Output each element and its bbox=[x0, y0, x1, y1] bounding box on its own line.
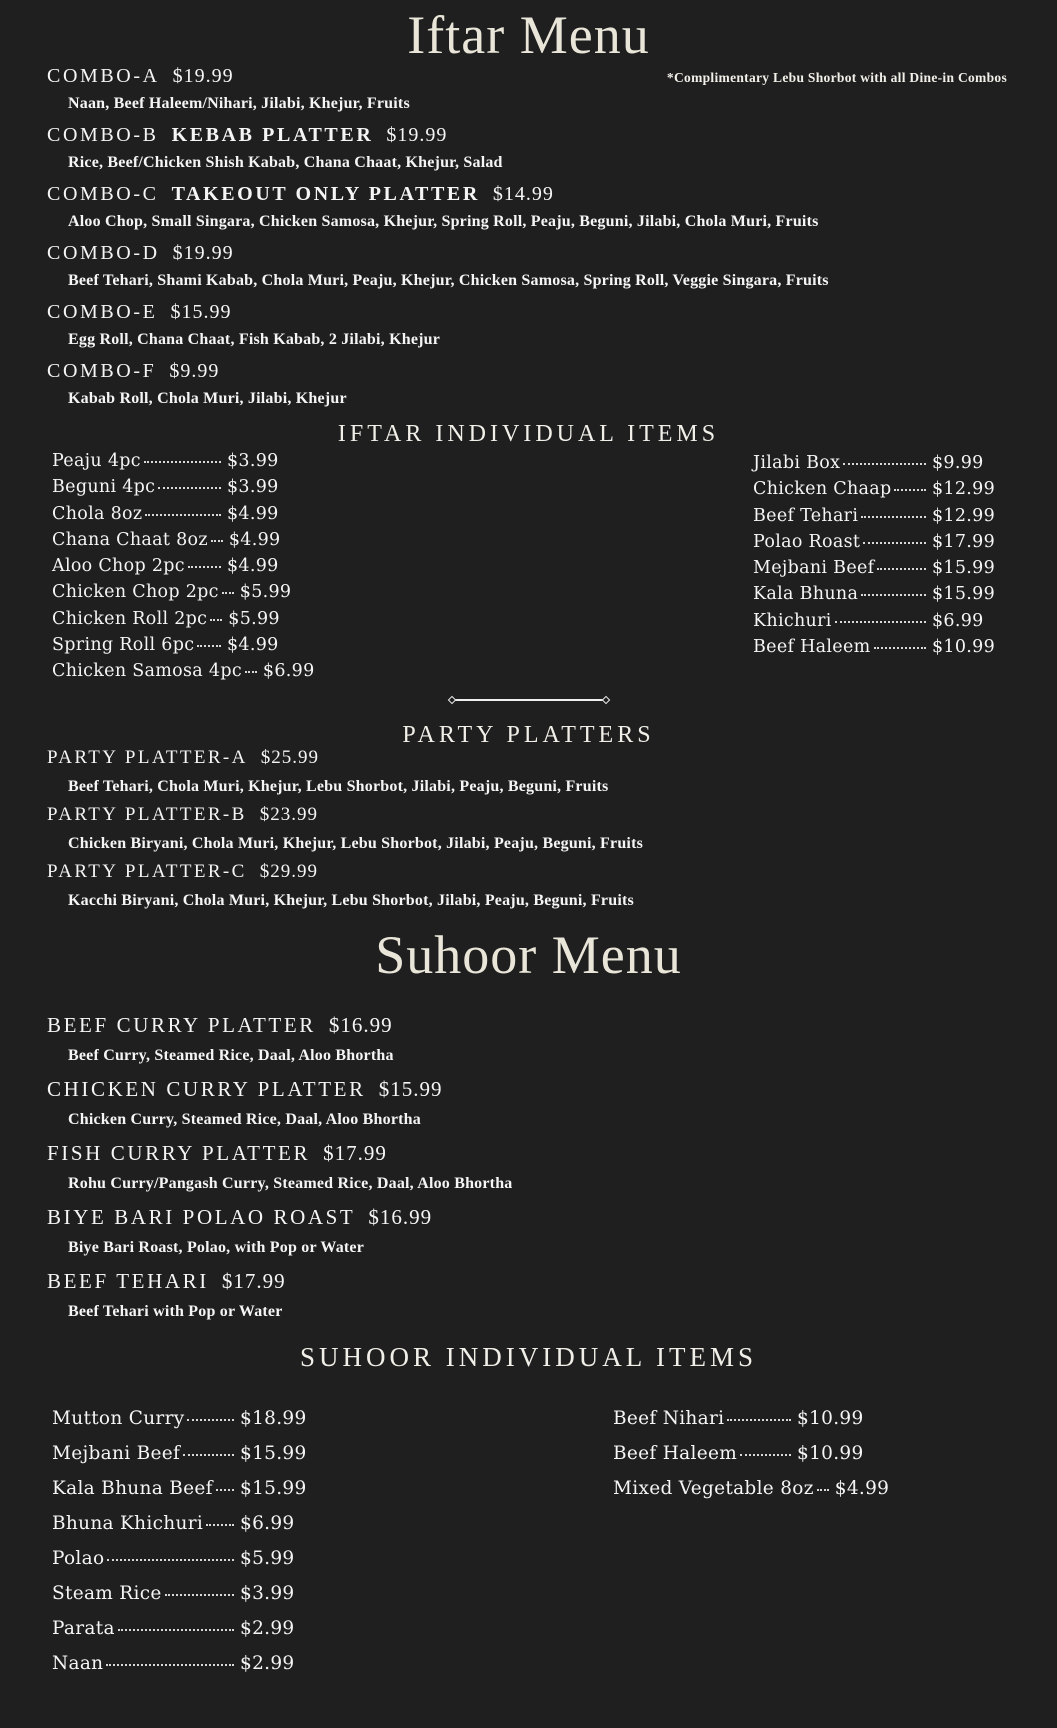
platter-description: Chicken Curry, Steamed Rice, Daal, Aloo Bhortha bbox=[68, 1111, 421, 1128]
item-name: Polao Roast bbox=[753, 531, 861, 552]
item-price: $17.99 bbox=[932, 531, 996, 552]
combo-price: $19.99 bbox=[172, 65, 234, 87]
dotted-leader bbox=[144, 461, 221, 463]
menu-item-row bbox=[52, 1653, 302, 1688]
item-price: $5.99 bbox=[240, 1548, 295, 1569]
menu-item-row bbox=[52, 504, 289, 530]
dotted-leader bbox=[118, 1629, 234, 1631]
menu-item-row bbox=[613, 1443, 864, 1478]
combo-item bbox=[47, 358, 1027, 417]
item-price: $6.99 bbox=[932, 610, 984, 631]
combo-heading bbox=[47, 63, 1027, 89]
dotted-leader bbox=[727, 1419, 791, 1421]
dotted-leader bbox=[197, 645, 221, 647]
combo-label: COMBO-C bbox=[47, 183, 159, 205]
item-name: Beef Haleem bbox=[753, 637, 871, 658]
platter-label: BEEF CURRY PLATTER bbox=[47, 1013, 316, 1037]
suhoor-menu-title: Suhoor Menu bbox=[375, 925, 682, 985]
item-price: $5.99 bbox=[239, 582, 292, 603]
platter-price: $23.99 bbox=[259, 804, 318, 825]
item-price: $4.99 bbox=[228, 529, 281, 550]
platter-heading bbox=[47, 1140, 1027, 1166]
suhoor-platter-item bbox=[47, 1268, 1027, 1332]
item-price: $9.99 bbox=[932, 453, 984, 473]
iftar-items-left-column bbox=[52, 451, 315, 688]
item-price: $6.99 bbox=[262, 661, 315, 682]
platter-price: $15.99 bbox=[378, 1077, 443, 1101]
menu-item-row bbox=[753, 558, 994, 584]
item-price: $10.99 bbox=[932, 637, 996, 658]
dotted-leader bbox=[861, 594, 926, 596]
suhoor-platter-item bbox=[47, 1076, 1027, 1140]
menu-item-row bbox=[52, 609, 289, 635]
menu-item-row bbox=[753, 453, 994, 479]
diamond-ornament bbox=[601, 696, 609, 704]
menu-item-row bbox=[52, 477, 289, 503]
combos-note: *Complimentary Lebu Shorbot with all Dine-in Combos bbox=[666, 70, 1007, 85]
dotted-leader bbox=[145, 514, 221, 516]
item-name: Spring Roll 6pc bbox=[52, 635, 195, 656]
dotted-leader bbox=[183, 1454, 234, 1456]
dotted-leader bbox=[106, 1664, 234, 1666]
item-price: $3.99 bbox=[227, 451, 279, 471]
item-name: Beef Haleem bbox=[613, 1443, 738, 1464]
dotted-leader bbox=[877, 568, 926, 570]
item-name: Beguni 4pc bbox=[52, 477, 156, 498]
dotted-leader bbox=[835, 621, 926, 623]
dotted-leader bbox=[187, 1419, 234, 1421]
platter-heading bbox=[47, 860, 1027, 884]
item-name: Parata bbox=[52, 1618, 115, 1639]
platter-label: BIYE BARI POLAO ROAST bbox=[47, 1205, 356, 1229]
item-name: Mejbani Beef bbox=[753, 558, 875, 579]
item-price: $4.99 bbox=[834, 1478, 890, 1499]
item-price: $4.99 bbox=[227, 556, 279, 577]
menu-item-row bbox=[52, 451, 289, 477]
combo-description: Kabab Roll, Chola Muri, Jilabi, Khejur bbox=[68, 390, 347, 407]
dotted-leader bbox=[843, 463, 926, 465]
dotted-leader bbox=[158, 487, 221, 489]
menu-item-row bbox=[52, 582, 292, 608]
item-name: Chicken Chaap bbox=[753, 479, 892, 500]
item-price: $10.99 bbox=[797, 1408, 864, 1429]
item-price: $10.99 bbox=[797, 1443, 864, 1464]
dotted-leader bbox=[740, 1454, 791, 1456]
combo-description: Aloo Chop, Small Singara, Chicken Samosa, Khejur, Spring Roll, Peaju, Beguni, Jilabi, Chola Muri, Fruits bbox=[68, 213, 819, 230]
party-platter-item bbox=[47, 860, 1027, 917]
platter-description: Beef Curry, Steamed Rice, Daal, Aloo Bhortha bbox=[68, 1047, 394, 1064]
item-name: Naan bbox=[52, 1653, 104, 1674]
iftar-combos-list bbox=[47, 63, 1027, 417]
item-name: Beef Nihari bbox=[613, 1408, 725, 1429]
item-name: Kala Bhuna Beef bbox=[52, 1478, 213, 1499]
combo-label: COMBO-E bbox=[47, 301, 158, 323]
menu-item-row bbox=[52, 1583, 302, 1618]
item-price: $4.99 bbox=[227, 635, 279, 656]
item-price: $15.99 bbox=[240, 1478, 307, 1499]
menu-item-row bbox=[753, 479, 994, 505]
menu-item-row bbox=[52, 1478, 307, 1513]
iftar-individual-items-heading: IFTAR INDIVIDUAL ITEMS bbox=[337, 421, 720, 447]
platter-heading bbox=[47, 1268, 1027, 1294]
item-name: Mejbani Beef bbox=[52, 1443, 181, 1464]
platter-description: Beef Tehari, Chola Muri, Khejur, Lebu Shorbot, Jilabi, Peaju, Beguni, Fruits bbox=[68, 778, 609, 795]
platter-price: $17.99 bbox=[221, 1269, 286, 1293]
platter-description: Rohu Curry/Pangash Curry, Steamed Rice, Daal, Aloo Bhortha bbox=[68, 1175, 513, 1192]
menu-item-row bbox=[613, 1408, 864, 1443]
dotted-leader bbox=[206, 1524, 234, 1526]
item-name: Chana Chaat 8oz bbox=[52, 529, 208, 550]
item-price: $15.99 bbox=[932, 584, 996, 605]
platter-description: Beef Tehari with Pop or Water bbox=[68, 1303, 283, 1320]
combo-item bbox=[47, 240, 1027, 299]
party-platter-item bbox=[47, 746, 1027, 803]
combo-heading bbox=[47, 299, 1027, 325]
item-name: Khichuri bbox=[753, 610, 832, 631]
platter-price: $17.99 bbox=[323, 1141, 387, 1165]
item-price: $2.99 bbox=[240, 1618, 295, 1639]
suhoor-items-right-column bbox=[613, 1408, 890, 1513]
item-price: $2.99 bbox=[240, 1653, 295, 1674]
item-name: Bhuna Khichuri bbox=[52, 1513, 204, 1534]
diamond-ornament bbox=[447, 696, 455, 704]
menu-item-row bbox=[52, 661, 315, 687]
dotted-leader bbox=[222, 592, 234, 594]
platter-label: BEEF TEHARI bbox=[47, 1269, 209, 1293]
item-price: $12.99 bbox=[932, 479, 996, 500]
platter-label: CHICKEN CURRY PLATTER bbox=[47, 1077, 366, 1101]
platter-price: $16.99 bbox=[328, 1013, 393, 1037]
combo-label: COMBO-F bbox=[47, 360, 157, 382]
party-platters-heading: PARTY PLATTERS bbox=[402, 722, 655, 748]
menu-item-row bbox=[753, 637, 994, 663]
menu-item-row bbox=[52, 635, 289, 661]
combo-price: $15.99 bbox=[170, 301, 232, 323]
party-platters-list bbox=[47, 746, 1027, 917]
combo-heading bbox=[47, 358, 1027, 384]
dotted-leader bbox=[863, 542, 926, 544]
combo-item bbox=[47, 299, 1027, 358]
combo-heading bbox=[47, 181, 1027, 207]
platter-label: FISH CURRY PLATTER bbox=[47, 1141, 311, 1165]
platter-label: PARTY PLATTER-C bbox=[47, 861, 247, 882]
dotted-leader bbox=[211, 540, 223, 542]
menu-item-row bbox=[613, 1478, 890, 1513]
platter-heading bbox=[47, 1012, 1027, 1038]
platter-description: Biye Bari Roast, Polao, with Pop or Water bbox=[68, 1239, 365, 1256]
dotted-leader bbox=[216, 1489, 234, 1491]
combo-item bbox=[47, 122, 1027, 181]
item-name: Chicken Samosa 4pc bbox=[52, 661, 242, 682]
combo-description: Egg Roll, Chana Chaat, Fish Kabab, 2 Jilabi, Khejur bbox=[68, 331, 441, 348]
suhoor-platters-list bbox=[47, 1012, 1027, 1332]
iftar-items-right-column bbox=[753, 453, 994, 663]
platter-description: Kacchi Biryani, Chola Muri, Khejur, Lebu Shorbot, Jilabi, Peaju, Beguni, Fruits bbox=[68, 892, 634, 909]
platter-price: $16.99 bbox=[368, 1205, 433, 1229]
platter-heading bbox=[47, 1076, 1027, 1102]
item-price: $5.99 bbox=[228, 608, 280, 629]
combo-price: $9.99 bbox=[169, 360, 220, 382]
item-price: $15.99 bbox=[240, 1443, 307, 1464]
suhoor-platter-item bbox=[47, 1012, 1027, 1076]
menu-item-row bbox=[753, 506, 994, 532]
dotted-leader bbox=[165, 1594, 234, 1596]
suhoor-items-left-column bbox=[52, 1408, 307, 1688]
combo-heading bbox=[47, 240, 1027, 266]
dotted-leader bbox=[107, 1559, 234, 1561]
dotted-leader bbox=[210, 619, 222, 621]
item-price: $15.99 bbox=[932, 558, 996, 579]
item-price: $4.99 bbox=[227, 503, 279, 524]
platter-price: $25.99 bbox=[260, 747, 320, 768]
menu-item-row bbox=[52, 1408, 307, 1443]
item-price: $6.99 bbox=[240, 1513, 295, 1534]
menu-item-row bbox=[52, 1513, 302, 1548]
platter-price: $29.99 bbox=[259, 861, 318, 882]
item-name: Chola 8oz bbox=[52, 503, 143, 524]
item-name: Steam Rice bbox=[52, 1583, 162, 1604]
dotted-leader bbox=[245, 671, 257, 673]
platter-heading bbox=[47, 746, 1027, 770]
menu-item-row bbox=[52, 556, 289, 582]
dotted-leader bbox=[188, 566, 221, 568]
combo-description: Rice, Beef/Chicken Shish Kabab, Chana Chaat, Khejur, Salad bbox=[68, 154, 503, 171]
combo-price: $14.99 bbox=[492, 183, 554, 205]
combo-label: COMBO-A bbox=[47, 65, 160, 87]
item-name: Polao bbox=[52, 1548, 105, 1569]
menu-item-row bbox=[52, 1443, 307, 1478]
menu-item-row bbox=[52, 1548, 302, 1583]
menu-item-row bbox=[753, 532, 994, 558]
platter-label: PARTY PLATTER-A bbox=[47, 747, 248, 768]
combo-heading bbox=[47, 122, 1027, 148]
combo-item bbox=[47, 63, 1027, 122]
menu-item-row bbox=[753, 584, 994, 610]
menu-item-row bbox=[753, 611, 994, 637]
platter-heading bbox=[47, 1204, 1027, 1230]
dotted-leader bbox=[861, 516, 926, 518]
platter-description: Chicken Biryani, Chola Muri, Khejur, Lebu Shorbot, Jilabi, Peaju, Beguni, Fruits bbox=[68, 835, 644, 852]
combo-label: COMBO-B bbox=[47, 124, 159, 146]
item-name: Kala Bhuna bbox=[753, 584, 859, 605]
suhoor-platter-item bbox=[47, 1204, 1027, 1268]
combo-item bbox=[47, 181, 1027, 240]
item-name: Beef Tehari bbox=[753, 505, 859, 526]
item-name: Peaju 4pc bbox=[52, 451, 141, 471]
section-divider bbox=[0, 695, 1057, 705]
item-name: Chicken Roll 2pc bbox=[52, 608, 208, 629]
combo-description: Beef Tehari, Shami Kabab, Chola Muri, Peaju, Khejur, Chicken Samosa, Spring Roll, Veggie Singara, Fruits bbox=[68, 272, 829, 289]
divider-line bbox=[453, 699, 605, 701]
item-name: Mutton Curry bbox=[52, 1408, 185, 1429]
item-price: $3.99 bbox=[240, 1583, 295, 1604]
dotted-leader bbox=[874, 647, 926, 649]
item-name: Aloo Chop 2pc bbox=[52, 556, 185, 577]
item-name: Chicken Chop 2pc bbox=[52, 582, 219, 603]
combo-platter-name: KEBAB PLATTER bbox=[171, 124, 374, 146]
dotted-leader bbox=[894, 489, 926, 491]
party-platter-item bbox=[47, 803, 1027, 860]
item-name: Mixed Vegetable 8oz bbox=[613, 1478, 814, 1499]
combo-platter-name: TAKEOUT ONLY PLATTER bbox=[171, 183, 480, 205]
combo-label: COMBO-D bbox=[47, 242, 160, 264]
menu-item-row bbox=[52, 1618, 302, 1653]
iftar-menu-title: Iftar Menu bbox=[407, 5, 650, 65]
suhoor-individual-items-heading: SUHOOR INDIVIDUAL ITEMS bbox=[300, 1342, 757, 1372]
combo-description: Naan, Beef Haleem/Nihari, Jilabi, Khejur, Fruits bbox=[68, 95, 410, 112]
platter-heading bbox=[47, 803, 1027, 827]
platter-label: PARTY PLATTER-B bbox=[47, 804, 247, 825]
combo-price: $19.99 bbox=[172, 242, 234, 264]
item-name: Jilabi Box bbox=[753, 453, 841, 473]
suhoor-platter-item bbox=[47, 1140, 1027, 1204]
combo-price: $19.99 bbox=[386, 124, 448, 146]
menu-item-row bbox=[52, 530, 289, 556]
item-price: $12.99 bbox=[932, 505, 996, 526]
item-price: $18.99 bbox=[240, 1408, 307, 1429]
dotted-leader bbox=[817, 1489, 829, 1491]
item-price: $3.99 bbox=[227, 477, 279, 498]
